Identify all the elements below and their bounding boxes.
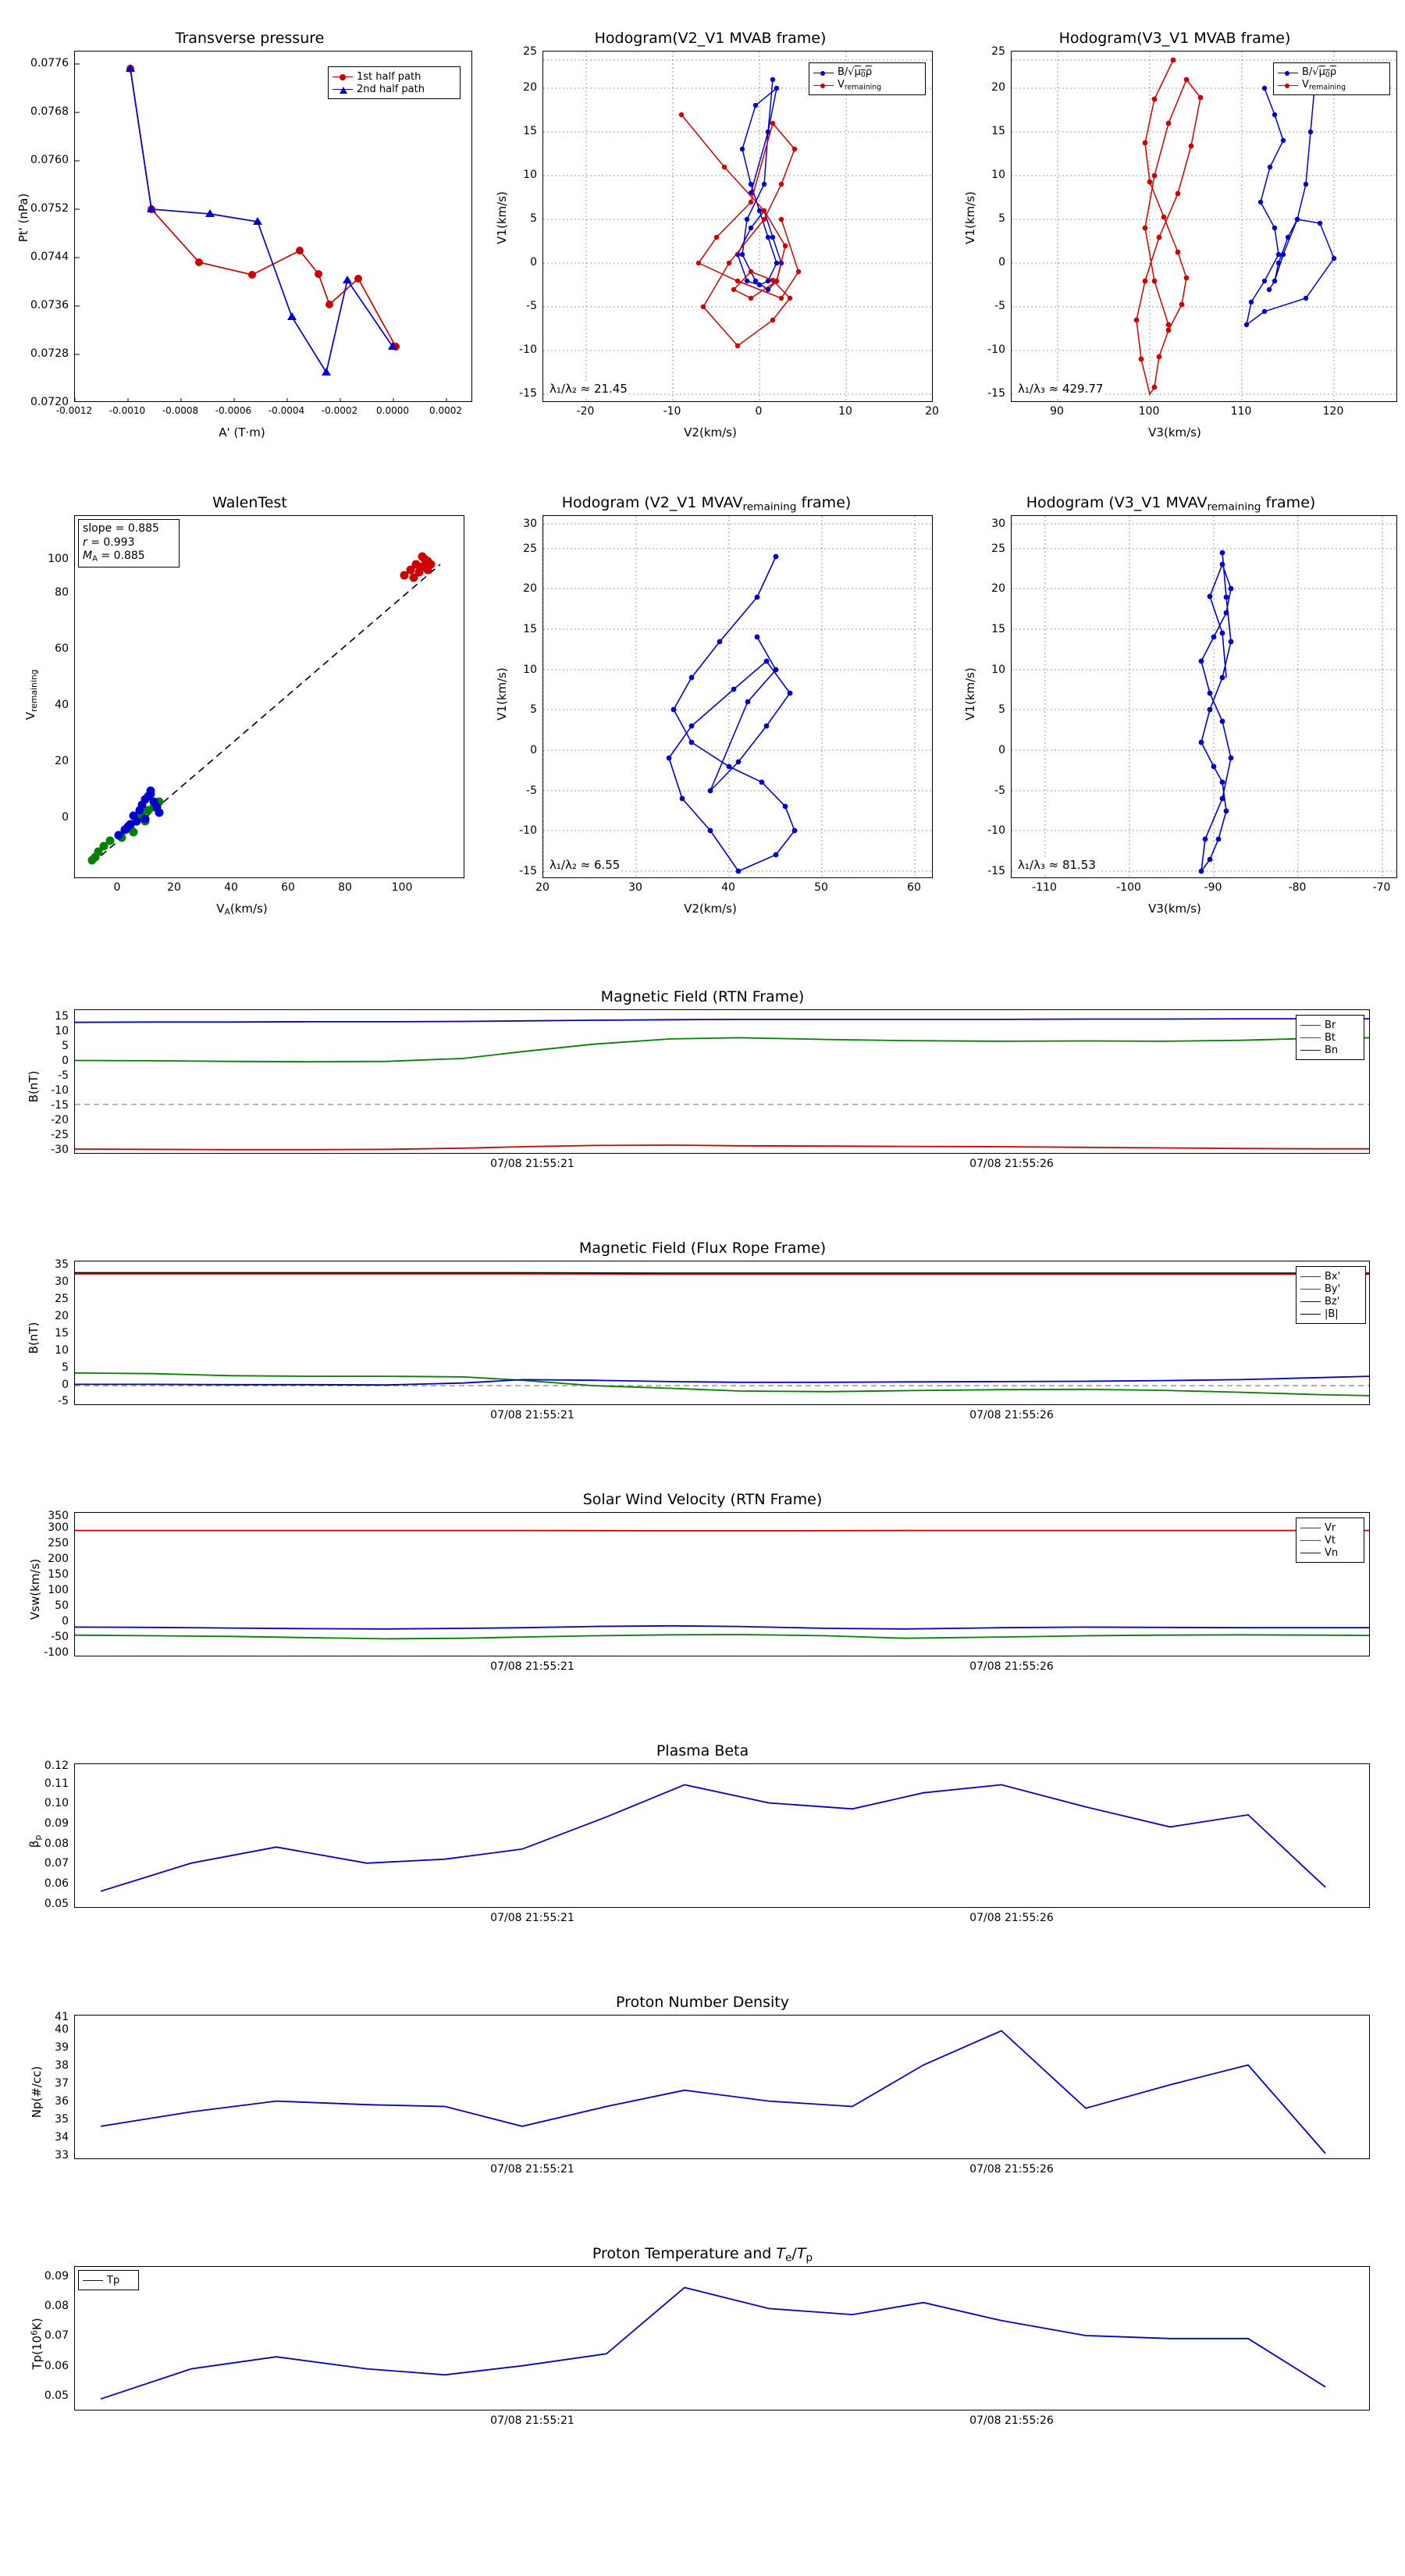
y-tick: -5 xyxy=(994,785,1005,797)
plot-area xyxy=(74,1261,1370,1405)
y-tick: 10 xyxy=(523,664,537,676)
y-tick: -5 xyxy=(526,300,537,312)
plot-area xyxy=(74,2015,1370,2159)
circle-marker-icon xyxy=(1285,84,1289,88)
x-tick: 60 xyxy=(281,881,295,894)
y-tick: 15 xyxy=(55,1327,69,1340)
y-tick: 0.0760 xyxy=(30,154,69,166)
legend-line-icon xyxy=(1300,1301,1321,1302)
eigenvalue-ratio-annotation: λ₁/λ₃ ≈ 429.77 xyxy=(1018,382,1104,396)
x-tick: 07/08 21:55:26 xyxy=(969,2163,1054,2176)
plot-svg xyxy=(75,516,464,878)
panel-hodogram-v3v1-mvav xyxy=(937,484,1405,921)
y-tick: -10 xyxy=(519,343,537,356)
panel-title: Plasma Beta xyxy=(656,1742,749,1759)
legend-line-icon xyxy=(1278,85,1298,86)
legend-label: Bz' xyxy=(1325,1295,1340,1308)
y-tick: 25 xyxy=(523,45,537,58)
plot-area xyxy=(1011,515,1397,878)
y-tick: 0.0728 xyxy=(30,347,69,360)
y-tick: 5 xyxy=(530,212,537,225)
legend-line-icon xyxy=(1300,1037,1321,1038)
y-tick: 40 xyxy=(55,699,69,711)
stat-slope: slope = 0.885 xyxy=(83,522,159,535)
x-tick: 100 xyxy=(1138,405,1160,418)
legend-line-icon xyxy=(1300,1025,1321,1026)
legend-item xyxy=(83,2274,133,2286)
y-tick: 30 xyxy=(523,518,537,530)
y-tick: 0 xyxy=(62,1055,69,1067)
y-tick: -50 xyxy=(51,1631,69,1643)
x-tick: -0.0002 xyxy=(321,405,358,416)
panel-title: WalenTest xyxy=(212,494,287,511)
y-tick: 10 xyxy=(55,1025,69,1037)
y-tick: -20 xyxy=(51,1114,69,1126)
y-tick: 30 xyxy=(55,1276,69,1288)
legend-label: 1st half path xyxy=(357,70,422,83)
y-tick: -30 xyxy=(51,1144,69,1156)
y-tick: 5 xyxy=(998,703,1005,716)
legend-item xyxy=(1300,1270,1361,1283)
y-tick: -10 xyxy=(987,824,1005,837)
y-tick: 10 xyxy=(991,169,1005,181)
x-tick: -0.0006 xyxy=(215,405,252,416)
y-tick: 41 xyxy=(55,2011,69,2023)
y-tick: 0 xyxy=(530,744,537,756)
panel-walen-test xyxy=(0,484,468,921)
y-tick: -5 xyxy=(58,1395,69,1407)
y-tick: 0.09 xyxy=(44,1817,69,1830)
legend-label: Vr xyxy=(1325,1521,1336,1534)
legend-label: By' xyxy=(1325,1283,1341,1295)
y-tick: 0.06 xyxy=(44,2360,69,2372)
x-tick: -0.0012 xyxy=(55,405,93,416)
y-tick: 25 xyxy=(991,45,1005,58)
panel-hodogram-v3v1-mvab xyxy=(937,8,1405,445)
legend-line-icon xyxy=(1300,1540,1321,1541)
panel-title: Magnetic Field (RTN Frame) xyxy=(600,988,805,1005)
plot-svg xyxy=(75,1513,1370,1656)
y-tick: -25 xyxy=(51,1129,69,1141)
legend-label: $V_{remaining}$ xyxy=(838,78,882,92)
legend xyxy=(1273,62,1390,95)
plot-svg xyxy=(543,52,933,402)
legend-label: Vn xyxy=(1325,1546,1339,1559)
x-tick: -20 xyxy=(576,405,595,418)
legend-line-icon xyxy=(333,76,353,77)
x-tick: 10 xyxy=(838,405,852,418)
legend-item xyxy=(1300,1044,1359,1056)
panel-b-fluxrope xyxy=(0,1233,1405,1432)
legend-line-icon xyxy=(1300,1276,1321,1277)
panel-vsw xyxy=(0,1485,1405,1684)
x-tick: 0.0000 xyxy=(376,405,409,416)
y-tick: 15 xyxy=(55,1010,69,1023)
y-tick: 0.0768 xyxy=(30,105,69,118)
x-tick: 0 xyxy=(755,405,763,418)
y-tick: 0 xyxy=(62,1615,69,1628)
legend-item xyxy=(1278,79,1385,91)
y-axis-label: Np(#/cc) xyxy=(30,2065,44,2119)
plot-svg xyxy=(543,516,933,878)
legend-line-icon xyxy=(813,85,834,86)
plot-svg xyxy=(75,1764,1370,1908)
stat-r: r = 0.993 xyxy=(83,535,135,549)
y-tick: 15 xyxy=(523,623,537,635)
y-tick: 15 xyxy=(991,125,1005,137)
y-tick: 0.0776 xyxy=(30,57,69,69)
panel-title: Proton Temperature and $T_e/T_p$ xyxy=(592,2245,813,2265)
eigenvalue-ratio-annotation: λ₁/λ₂ ≈ 21.45 xyxy=(550,382,628,396)
circle-marker-icon xyxy=(1285,71,1289,76)
plot-area xyxy=(74,515,464,878)
panel-title: Hodogram(V3_V1 MVAB frame) xyxy=(1058,30,1291,47)
y-tick: 20 xyxy=(523,582,537,595)
y-tick: 15 xyxy=(523,125,537,137)
y-tick: 10 xyxy=(523,169,537,181)
y-tick: 35 xyxy=(55,1258,69,1271)
y-tick: 30 xyxy=(991,518,1005,530)
y-tick: -10 xyxy=(519,824,537,837)
y-axis-label: B(nT) xyxy=(27,1070,41,1103)
plot-area xyxy=(74,1009,1370,1154)
y-tick: 0.0720 xyxy=(30,396,69,408)
legend-label: 2nd half path xyxy=(357,83,425,95)
y-tick: 20 xyxy=(991,81,1005,94)
legend-line-icon xyxy=(1300,1289,1321,1290)
y-tick: 0.07 xyxy=(44,2329,69,2342)
y-tick: 0.12 xyxy=(44,1759,69,1772)
x-tick: 07/08 21:55:26 xyxy=(969,1912,1054,1924)
y-tick: -5 xyxy=(526,785,537,797)
y-axis-label: V1(km/s) xyxy=(963,667,977,720)
plot-svg xyxy=(1012,52,1397,402)
y-tick: 0.10 xyxy=(44,1797,69,1809)
x-tick: 90 xyxy=(1050,405,1064,418)
x-tick: 07/08 21:55:21 xyxy=(490,1409,574,1421)
panel-b-rtn xyxy=(0,982,1405,1181)
y-tick: 100 xyxy=(48,553,69,565)
legend-label: |B| xyxy=(1325,1308,1339,1320)
y-tick: 38 xyxy=(55,2059,69,2072)
x-tick: 07/08 21:55:21 xyxy=(490,1158,574,1170)
plot-svg xyxy=(75,1010,1370,1154)
x-tick: -110 xyxy=(1032,881,1057,894)
legend-item xyxy=(1300,1019,1359,1031)
legend-label: Bt xyxy=(1325,1031,1336,1044)
legend xyxy=(1296,1517,1364,1563)
y-tick: 20 xyxy=(991,582,1005,595)
y-tick: 0 xyxy=(998,744,1005,756)
plot-area xyxy=(74,2266,1370,2411)
legend-item xyxy=(1300,1295,1361,1308)
y-tick: 20 xyxy=(55,755,69,767)
y-tick: 300 xyxy=(48,1521,69,1534)
y-tick: 50 xyxy=(55,1599,69,1612)
x-tick: -100 xyxy=(1116,881,1141,894)
y-tick: 0 xyxy=(62,811,69,824)
plot-svg xyxy=(75,1261,1370,1405)
panel-title: Transverse pressure xyxy=(175,30,325,47)
y-tick: -100 xyxy=(44,1646,69,1659)
y-tick: 0.09 xyxy=(44,2270,69,2282)
y-axis-label: V1(km/s) xyxy=(495,667,509,720)
plot-area xyxy=(542,515,933,878)
x-tick: 07/08 21:55:21 xyxy=(490,1660,574,1673)
x-tick: 30 xyxy=(628,881,642,894)
legend-item xyxy=(1278,66,1385,79)
legend xyxy=(78,2270,139,2290)
legend-label: $B/√\mu_0\rho$ xyxy=(838,66,873,80)
y-tick: 350 xyxy=(48,1510,69,1522)
legend-item xyxy=(813,66,920,79)
panel-title: Magnetic Field (Flux Rope Frame) xyxy=(578,1240,827,1257)
y-axis-label: B(nT) xyxy=(27,1322,41,1354)
y-tick: 150 xyxy=(48,1568,69,1581)
x-axis-label: V2(km/s) xyxy=(684,902,737,916)
x-tick: 07/08 21:55:26 xyxy=(969,1660,1054,1673)
panel-proton-temperature xyxy=(0,2239,1405,2465)
x-tick: -90 xyxy=(1204,881,1222,894)
x-axis-label: V3(km/s) xyxy=(1148,902,1201,916)
y-tick: 0.05 xyxy=(44,1898,69,1910)
y-tick: 5 xyxy=(530,703,537,716)
legend-label: Bx' xyxy=(1325,1270,1341,1283)
legend xyxy=(328,66,461,99)
y-tick: 20 xyxy=(55,1310,69,1322)
x-tick: 07/08 21:55:21 xyxy=(490,1912,574,1924)
x-axis-label: A' (T·m) xyxy=(219,425,265,439)
panel-title: Proton Number Density xyxy=(616,1994,789,2011)
y-tick: 0.11 xyxy=(44,1777,69,1790)
legend-line-icon xyxy=(333,89,353,90)
y-tick: 10 xyxy=(991,664,1005,676)
x-tick: -0.0008 xyxy=(162,405,199,416)
circle-marker-icon xyxy=(340,74,346,80)
legend xyxy=(1296,1266,1366,1324)
plot-area xyxy=(74,51,472,402)
legend-label: $V_{remaining}$ xyxy=(1302,78,1346,92)
legend xyxy=(1296,1015,1364,1060)
y-axis-label: V1(km/s) xyxy=(495,191,509,244)
legend-label: $B/√\mu_0\rho$ xyxy=(1302,66,1337,80)
x-tick: -10 xyxy=(663,405,681,418)
x-tick: 50 xyxy=(814,881,828,894)
circle-marker-icon xyxy=(820,84,825,88)
y-tick: 100 xyxy=(48,1584,69,1596)
eigenvalue-ratio-annotation: λ₁/λ₂ ≈ 6.55 xyxy=(550,858,621,872)
x-tick: 07/08 21:55:21 xyxy=(490,2163,574,2176)
plot-svg xyxy=(1012,516,1397,878)
legend-item xyxy=(1300,1534,1359,1546)
y-tick: 37 xyxy=(55,2077,69,2090)
x-tick: 40 xyxy=(224,881,238,894)
panel-hodogram-v2v1-mvab xyxy=(468,8,937,445)
x-tick: -0.0004 xyxy=(268,405,305,416)
legend-item xyxy=(333,70,455,83)
y-tick: -15 xyxy=(51,1099,69,1112)
legend-item xyxy=(1300,1283,1361,1295)
plot-area xyxy=(74,1512,1370,1656)
panel-title: Hodogram (V2_V1 $MVAV_{remaining}$ frame) xyxy=(561,494,852,514)
panel-title: Hodogram(V2_V1 MVAB frame) xyxy=(594,30,827,47)
y-tick: 5 xyxy=(62,1361,69,1374)
x-tick: 0.0002 xyxy=(429,405,462,416)
eigenvalue-ratio-annotation: λ₁/λ₃ ≈ 81.53 xyxy=(1018,858,1096,872)
legend-item xyxy=(1300,1031,1359,1044)
legend-label: Br xyxy=(1325,1019,1336,1031)
y-tick: 35 xyxy=(55,2113,69,2126)
x-tick: 0 xyxy=(113,881,121,894)
plot-area xyxy=(1011,51,1397,402)
y-tick: 0 xyxy=(530,256,537,269)
y-tick: -5 xyxy=(58,1069,69,1082)
x-tick: 20 xyxy=(167,881,181,894)
legend-label: Bn xyxy=(1325,1044,1339,1056)
y-tick: -15 xyxy=(987,865,1005,877)
x-tick: 100 xyxy=(391,881,413,894)
x-axis-label: $V_A(km/s)$ xyxy=(216,902,268,917)
y-tick: -15 xyxy=(987,387,1005,400)
panel-proton-density xyxy=(0,1987,1405,2186)
y-tick: 5 xyxy=(62,1040,69,1052)
x-axis-label: V3(km/s) xyxy=(1148,425,1201,439)
x-tick: 40 xyxy=(721,881,735,894)
y-tick: 0.08 xyxy=(44,2300,69,2312)
plot-svg xyxy=(75,2267,1370,2411)
plot-svg xyxy=(75,2016,1370,2159)
x-tick: 60 xyxy=(907,881,921,894)
x-tick: 07/08 21:55:21 xyxy=(490,2414,574,2427)
y-tick: -10 xyxy=(51,1084,69,1097)
y-tick: -15 xyxy=(519,387,537,400)
panel-hodogram-v2v1-mvav xyxy=(468,484,937,921)
panel-transverse-pressure xyxy=(0,8,468,445)
x-tick: 20 xyxy=(925,405,939,418)
legend xyxy=(809,62,926,95)
y-tick: 0.05 xyxy=(44,2389,69,2402)
y-tick: 25 xyxy=(55,1293,69,1305)
y-tick: 0 xyxy=(998,256,1005,269)
y-tick: -5 xyxy=(994,300,1005,312)
legend-line-icon xyxy=(1300,1314,1321,1315)
y-axis-label: $\beta_p$ xyxy=(27,1834,43,1848)
y-tick: 80 xyxy=(55,586,69,599)
y-axis-label: $Tp(10^6K)$ xyxy=(29,2318,44,2370)
y-tick: 34 xyxy=(55,2131,69,2144)
y-axis-label: Vsw(km/s) xyxy=(28,1558,42,1621)
legend-label: Tp xyxy=(107,2274,120,2286)
x-tick: 120 xyxy=(1322,405,1344,418)
y-tick: 33 xyxy=(55,2149,69,2161)
walen-stats-box xyxy=(78,519,180,568)
x-axis-label: V2(km/s) xyxy=(684,425,737,439)
legend-line-icon xyxy=(1300,1050,1321,1051)
y-tick: 40 xyxy=(55,2023,69,2036)
y-tick: 0.0736 xyxy=(30,299,69,311)
legend-item xyxy=(1300,1521,1359,1534)
y-tick: 39 xyxy=(55,2041,69,2054)
y-tick: 0.06 xyxy=(44,1877,69,1890)
plot-svg xyxy=(75,52,472,402)
y-tick: 0.0744 xyxy=(30,251,69,263)
plot-area xyxy=(542,51,933,402)
y-tick: 20 xyxy=(523,81,537,94)
x-tick: -80 xyxy=(1288,881,1307,894)
x-tick: -70 xyxy=(1372,881,1391,894)
y-tick: 0.0752 xyxy=(30,202,69,215)
y-axis-label: Pt' (nPa) xyxy=(16,193,30,243)
legend-item xyxy=(333,83,455,95)
panel-title: Solar Wind Velocity (RTN Frame) xyxy=(582,1491,823,1508)
y-tick: -10 xyxy=(987,343,1005,356)
panel-title: Hodogram (V3_V1 $MVAV_{remaining}$ frame) xyxy=(1026,494,1316,514)
y-tick: 36 xyxy=(55,2095,69,2108)
y-tick: -15 xyxy=(519,865,537,877)
y-tick: 0.07 xyxy=(44,1857,69,1870)
plot-area xyxy=(74,1763,1370,1908)
y-tick: 15 xyxy=(991,623,1005,635)
x-tick: 20 xyxy=(535,881,550,894)
circle-marker-icon xyxy=(820,71,825,76)
legend-item xyxy=(813,79,920,91)
triangle-marker-icon xyxy=(340,87,347,94)
y-tick: 0.08 xyxy=(44,1838,69,1850)
y-tick: 200 xyxy=(48,1553,69,1565)
y-tick: 60 xyxy=(55,642,69,655)
legend-line-icon xyxy=(83,2280,103,2281)
x-tick: 07/08 21:55:26 xyxy=(969,2414,1054,2427)
y-tick: 25 xyxy=(991,543,1005,555)
y-tick: 10 xyxy=(55,1344,69,1357)
stat-ma: $M_A = 0.885$ xyxy=(83,550,145,564)
x-tick: 07/08 21:55:26 xyxy=(969,1158,1054,1170)
x-tick: 80 xyxy=(338,881,352,894)
legend-item xyxy=(1300,1546,1359,1559)
panel-plasma-beta xyxy=(0,1736,1405,1935)
legend-label: Vt xyxy=(1325,1534,1336,1546)
x-tick: -0.0010 xyxy=(108,405,146,416)
y-tick: 0 xyxy=(62,1379,69,1391)
y-tick: 250 xyxy=(48,1537,69,1550)
x-tick: 110 xyxy=(1230,405,1252,418)
y-tick: 5 xyxy=(998,212,1005,225)
x-tick: 07/08 21:55:26 xyxy=(969,1409,1054,1421)
y-axis-label: V1(km/s) xyxy=(963,191,977,244)
y-axis-label: $V_{remaining}$ xyxy=(23,669,39,720)
y-tick: 25 xyxy=(523,543,537,555)
legend-item xyxy=(1300,1308,1361,1320)
